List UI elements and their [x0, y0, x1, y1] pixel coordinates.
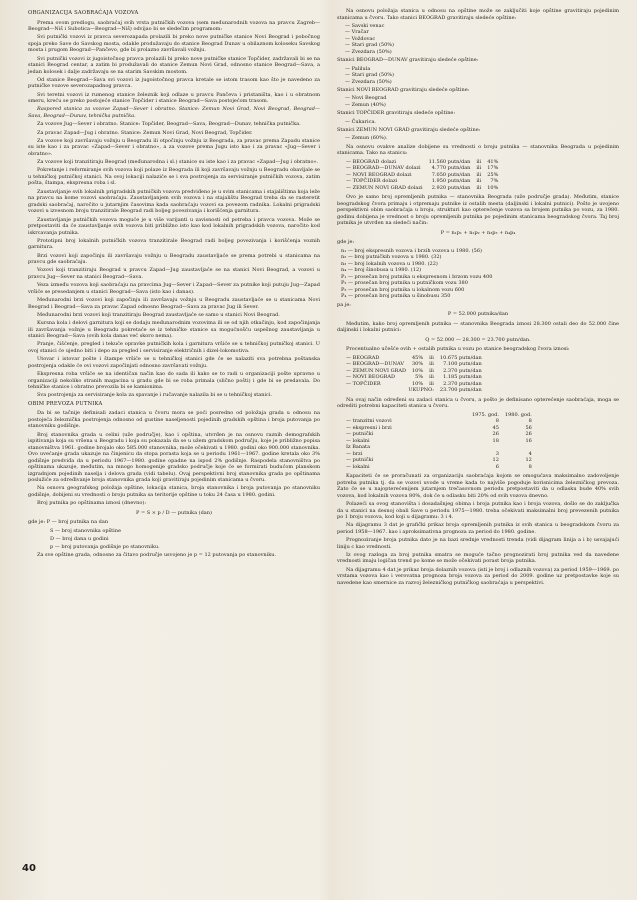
table-cell: — tranzitni vozovi	[346, 418, 392, 425]
table-cell: 41%	[487, 158, 499, 165]
paragraph: Za pravac Zapad—Jug i obratno. Stanice: Zemun Novi Grad, Novi Beograd, Topčider.	[37, 129, 253, 136]
table-cell: 7.050 putn/dan	[431, 171, 471, 178]
paragraph: Prema ovom predlogu, saobraćaj svih vrsta putničkih vozova (sem međunarodnih vozova na pravcu Zagreb—Beograd—Niš i Subotica—Beograd—Niš) odvijao bi se sledećim programom:	[28, 19, 320, 32]
table-cell: 18	[492, 437, 499, 444]
list-item: n₂ — broj putničkih vozova u 1980. (32)	[341, 254, 442, 261]
paragraph: Stanici TOPČIDER gravitiraju sledeće opštine:	[337, 110, 456, 117]
definition-line: gde je: P — broj putnika na dan	[28, 519, 109, 526]
table-cell: 11.560 putn/dan	[428, 158, 471, 165]
list-item: — Zemun (40%)	[345, 102, 619, 109]
table-cell: ili	[429, 380, 434, 387]
table-cell: 10.675 putn/dan	[439, 354, 482, 361]
table-cell: — lokalni	[346, 463, 370, 470]
paragraph: Vozovi koji tranzitiraju Beograd u pravcu Zapad—Jug zaustavljaće se na stanici Novi Beograd, a vozovi u pravcu Jug—Sever na stanici Beograd—Sava.	[28, 267, 320, 280]
table-row	[343, 464, 535, 471]
paragraph: Stanici ZEMUN NOVI GRAD gravitiraju sledeće opštine:	[337, 127, 481, 134]
table-cell: 26	[492, 431, 499, 438]
municipality-list	[337, 119, 619, 126]
paragraph: Pranje, čišćenje, pregled i tekuće opravke putničkih kola i garnitura vršiće se u tehničkoj putničkoj stanici. U ovoj stanici će ujedno biti i depo za pregled i servisiranje električnih i dizel-lokomotiva.	[28, 341, 320, 354]
list-item: P₃ — prosečan broj putnika u lokalnom vozu 600	[341, 286, 465, 293]
table-cell: 25%	[487, 171, 499, 178]
paragraph: Brzi vozovi koji započinju ili završavaju vožnju u Beogradu zaustavljaće se prema potrebi u stanicama na pravcu gde saobraćaju.	[28, 252, 320, 266]
table-cell: — brzi	[346, 450, 363, 457]
paragraph: Svi teretni vozovi iz rumenog stanice železnik koji odlaze u pravcu Pančeva i pristaništa, kao i u obratnom smeru, kreću se preko postojeće stanice Topčider i stanice Beograd—Sava postojećom trasom.	[28, 91, 320, 105]
definition-line: p — broj putovanja godišnje po stanovniku.	[50, 544, 160, 551]
paragraph: Stanici NOVI BEOGRAD gravitiraju sledeće opštine:	[337, 87, 470, 94]
table-cell: 2.920 putn/dan	[431, 184, 471, 191]
right-column	[337, 8, 619, 588]
paragraph: Utovar i istovar pošte i štampe vršiće se u tehničkoj stanici gde će se nalaziti sva potrebna poštanska postrojenja odakle će ovi vozovi započinjati odnosno završavati vožnju.	[28, 356, 320, 369]
table-cell: — BEOGRAD—DUNAV dolazi	[346, 165, 421, 172]
list-item: — Stari grad (50%)	[345, 42, 619, 49]
table-cell: — putnički	[346, 431, 374, 438]
paragraph: Na osnovu ovakve analize dobijene su vrednosti o broju putnika — stanovnika Beograda u pojedinim stanicama. Tako na stanicu:	[337, 143, 619, 157]
column-header: 1980. god.	[504, 411, 532, 418]
column-header: 1975. god.	[472, 411, 499, 418]
table-cell: — ZEMUN NOVI GRAD dolazi	[346, 184, 423, 191]
table-cell: ili	[429, 374, 434, 381]
table-cell: — BEOGRAD—DUNAV	[346, 361, 404, 368]
table-cell: 3	[495, 450, 499, 457]
list-item: — Vračar	[345, 29, 619, 36]
list-item: P₁ — prosečan broj putnika u ekspresnom i brzom vozu 400	[341, 273, 493, 280]
station-share-table	[343, 355, 485, 394]
paragraph: Na osnovu položaja stanica u odnosu na opštine može se zaključiti koje opštine gravitiraju pojedinim stanicama u čvoru. Tako stanici BEOGRAD gravitiraju sledeće opštine:	[337, 8, 619, 21]
paragraph: Na dijagramu 3 dat je grafički prikaz broja opremljenih putnika iz svih stanica u beogradskom čvoru za period 1958—1967. kao i aproksimativna prognoza za period do 1980. godine.	[337, 522, 619, 535]
paragraph: Pokretanje i reformiranje svih vozova koji polaze iz Beograda ili koji završavaju vožnju u Beogradu obavljale se u tehničkoj putničkoj stanici. Na ovoj lokaciji nalaziće se i sva postrojenja za servisiranje putničkih vozova, zatim pošta, štampa, ekspresna roba i sl.	[28, 167, 320, 187]
table-cell: 16	[525, 437, 532, 444]
table-cell: 10%	[487, 184, 499, 191]
paragraph: Prototipni broj lokalnih putničkih vozova tranzitirale Beograd radi boljeg povezivanja i korišćenja voznih garnitura.	[28, 237, 320, 251]
table-cell: ili	[429, 354, 434, 361]
paragraph: Ekspresna roba vršiće se na identičan način kao do sada ili kako se to radi u organizaciji pošte upravno u organizaciji nekoliko stranih magacina u gradu gde bi se roba primala (slično pošti) i gde bi se predavala. Do tehničke stanice i obratno prevozila bi se kamionima.	[28, 371, 320, 391]
municipality-list	[337, 95, 619, 108]
table-cell: 56	[525, 424, 532, 431]
list-item: n₃ — broj lokalnih vozova u 1980. (22)	[341, 260, 438, 267]
paragraph: Na dijagramu 4 dat je prikaz broja dolaznih vozova (isti je broj i odlaznih vozova) za period 1959—1969. po vrstama vozova kao i verovatna prognoza broja vozova za period do 2009. godine uz pretpostavke koje su navedene kao smernice za razvoj železničkog putničkog saobraćaja u perspektivi.	[337, 566, 619, 586]
table-cell: ili	[476, 184, 482, 191]
paragraph: Raspored stanica za vozove Zapad—Sever i obratno. Stanice: Zemun Novi Grad, Novi Beograd, Beograd—Sava, Beograd—Dunav, tehnička putnička.	[28, 106, 320, 119]
table-cell: ili	[476, 165, 482, 172]
list-item: n₄ — broj šinobusa u 1980. (12)	[341, 267, 422, 274]
table-cell: 8	[528, 418, 532, 425]
table-cell: 7%	[490, 178, 499, 185]
total-value: 23.700 putn/dan	[439, 387, 482, 394]
paragraph: Međunarodni brzi vozovi koji započinju ili završavaju vožnju u Beogradu zaustavljaće se u stanicama Novi Beograd i Beograd—Sava za pravac Zapad odnosno Beograd—Sava za pravac Jug ili Sever.	[28, 297, 320, 310]
formula-result: P = 52.000 putnika/dan	[447, 311, 509, 318]
table-cell: — TOPČIDER	[346, 380, 381, 387]
list-item: — Čukarica.	[345, 119, 619, 126]
table-cell: 7.100 putn/dan	[443, 361, 482, 368]
list-item: P₂ — prosečan broj putnika u putničkom vozu 380	[341, 280, 468, 287]
station-passenger-table	[343, 159, 501, 192]
paragraph: Broj putnika po opštinama iznosi (dnevno):	[37, 500, 147, 507]
paragraph: Iz ovog razloga za broj putnika smatra se moguće tačno prognozirati broj putnika ved da navedene vrednosti imaju logičan trend po kome se može očekivati porast broja putnika.	[337, 551, 619, 565]
list-item: — Savski venac	[345, 23, 619, 30]
table-cell: 6	[495, 463, 499, 470]
total-label: UKUPNO:	[408, 387, 434, 394]
table-cell: 4	[528, 450, 532, 457]
paragraph: Procentualno učešće ovih + ostalih putnika u vozu po stanice beogradskog čvora iznosi:	[346, 346, 570, 353]
formula: P = n₁p₁ + n₂p₂ + n₃p₃ + n₄p₄	[440, 229, 516, 236]
table-cell: — TOPČIDER dolazi	[346, 178, 398, 185]
paragraph: Stanici BEOGRAD—DUNAV gravitiraju sledeće opštine:	[337, 57, 479, 64]
paragraph: Od stanice Beograd—Sava svi vozovi iz jugoistočnog pravca kretale se istom trasom kao što je navedeno za putničke vozove severozapadnog pravca.	[28, 76, 320, 90]
paragraph: Da bi se tačnije definisali zadaci stanica u čvoru mora se poći posredno od položaja grada u odnosu na postojeća železnička postrojenja odnosno od gustine naseljenosti pojedinih gradskih opština i broja putovanja po stanovniku godišnje.	[28, 410, 320, 430]
table-cell: 12	[492, 457, 499, 464]
table-cell: — BEOGRAD dolazi	[346, 158, 397, 165]
paragraph: Svi putnički vozovi iz jugoistočnog pravca prolazili bi preko nove putničke stanice Topčider, zadržavali bi se na stanici Beograd centar, a zatim bi produžavali do stanice Zemun Novi Grad, odnosno stanice Beograd—Sava, a jedan kolosek i dalje zadržavaju se na starim Savskim mostom.	[28, 55, 320, 75]
paragraph: Ovo je samo broj opremljenih putnika — stanovnika Beograda (uže područje grada). Međutim, stanice beogradskog čvora primaju i otpremaju putnike iz ostalih mesta (daljinski i lokalni putnici). Pošto je uvojeno perspektivni obim saobraćaja u broju, strukturi kao opterećenje vozova sa brojem putnika po vozu, za 1980. godinu dobijena je vrednost o broju opremljenih putnika po pojedinim stanicama beogradskog čvora. Taj broj putnika je utvrđen na sledeći način:	[337, 194, 619, 227]
paragraph: Međutim, kako broj opremljenih putnika — stanovnika Beograda iznosi 28.300 ostali deo do 52.000 čine daljinski i lokalni putnici:	[337, 320, 619, 334]
train-count-table	[343, 412, 535, 471]
paragraph: Na osnovu geografskog položaja opštine, lokacija stanica, broja stanovnika i broja putovanja po stanovniku godišnje, dobijeni su vrednosti o broju putnika sa teritorije opštine u toku 24 časa u 1980. godini.	[28, 485, 320, 498]
table-total-row	[343, 387, 485, 394]
table-cell: 45	[492, 424, 499, 431]
table-cell: — lokalni	[346, 437, 370, 444]
paragraph: Sva postrojenja za servisiranje kola za spavanje i ručavanje nalazila bi se u tehničkoj stanici.	[37, 392, 273, 399]
table-cell: 12	[525, 457, 532, 464]
table-cell: — putnički	[346, 457, 374, 464]
table-row	[343, 185, 501, 192]
table-cell: 30%	[411, 361, 424, 368]
table-cell: 5%	[415, 374, 424, 381]
table-cell: 10%	[411, 367, 424, 374]
list-item: — Zvezdara (50%)	[345, 79, 619, 86]
paragraph: Za sve opštine grada, odnosno za čitavo područje usvojeno je p = 12 putovanja po stanovniku.	[37, 552, 277, 559]
table-cell: 10%	[411, 380, 424, 387]
table-cell: 4.770 putn/dan	[431, 165, 471, 172]
table-cell: ili	[429, 361, 434, 368]
paragraph: Veza između vozova koji saobraćaju na pravcima Jug—Sever i Zapad—Sever za putnike koji putuju Jug—Zapad vršiće se presedanjem u stanici Beograd—Sava (isto kao i danas).	[28, 282, 320, 295]
table-cell: 2.370 putn/dan	[443, 367, 482, 374]
paragraph: Na ovaj način određeni su zadaci stanica u čvoru, a pošto je definisano opterećenje saobraćaja, moga se odrediti potrebni kapaciteti stanica u čvoru.	[337, 396, 619, 410]
definition-line: D — broj dana u godini	[50, 535, 109, 542]
page-number: 40	[22, 863, 36, 874]
section-heading: ORGANIZACIJA SAOBRAĆAJA VOZOVA	[28, 10, 139, 16]
table-cell: 2.370 putn/dan	[443, 380, 482, 387]
list-item: n₁ — broj ekspresnih vozova i brzih vozova u 1980. (56)	[341, 247, 482, 254]
list-item: P₄ — prosečan broj putnika u šinobusu 350	[341, 293, 451, 300]
paragraph: Kapaciteti će se proračunati za organizaciju saobraćaja kojom se omogućava maksimalno zadovoljenje potreba putnika tj. da se vozovi uvode u vreme kada to najviše pogoduje korisnicima železničkog prevoza. Zato će se u najopterećenijem jutarnjem trečasovnom periodu pretpostaviti da u odlasku bude 40% svih vozova, kod lokalnih vozova 80%, dok će u odlasku biti 20% od svih vozova dnevno.	[337, 473, 619, 499]
municipality-list	[337, 66, 619, 86]
list-item: — Stari grad (50%)	[345, 72, 619, 79]
definition-intro: pa je:	[337, 301, 351, 308]
table-cell: — ZEMUN NOVI GRAD	[346, 367, 406, 374]
paragraph: Za vozove koji završavaju vožnju u Beogradu ili otpočinju vožnju iz Beograda, za pravac prema Zapadu stanice su iste kao i za pravac «Zapad—Sever i obratno», a za vozove prema Jugu isto kao i za pravac «Jug—Sever i obratno».	[28, 137, 320, 157]
paragraph: Zaustavljanje putničkih vozova moguće je u više varijanti u zavisnosti od potreba i pravca vozova. Može se pretpostaviti da će zaustavljanje svih vozova biti približno isto kao kod lokalnih prigradskih vozova, naročito kod iskrcavanja putnika.	[28, 216, 320, 236]
paragraph: Kursna kola i delovi garnitura koji se dodaju međunarodnim vozovima ili se od njih otkačinju, kod započinjanja ili završavanja vožnje u Beogradu pokretaće se iz tehničke stanice sa mogućnošću uspešnog zaustavljanja u stanici Beograd—Sava (ovih kola danas već skoro nema).	[28, 320, 320, 340]
paragraph: Svi putnički vozovi iz pravca severozapada prolazili bi preko nove putničke stanice Novi Beograd i pobočnog spoja preko Save do Savskog mosta, odakle produžavaju do stanice Beograd Dunav u obilaznom koloseku Savskog mosta i prugom Beograd—Pančevo, gde bi prolazno završavali vožnju.	[28, 34, 320, 54]
list-item: — Novi Beograd	[345, 95, 619, 102]
table-cell: ili	[476, 158, 482, 165]
formula: Q = 52.000 — 28.300 = 23.700 putn/dan.	[425, 336, 531, 343]
table-cell: ili	[476, 178, 482, 185]
paragraph: Za vozove Jug—Sever i obratno. Stanice: Topčider, Beograd—Sava, Beograd—Dunav, tehnička putnička.	[37, 121, 301, 128]
table-cell: 17%	[487, 165, 499, 172]
table-cell: 1.950 putn/dan	[431, 178, 471, 185]
table-row	[343, 361, 485, 368]
formula: P = S × p / D — putnika (dan)	[136, 509, 212, 516]
definition-intro: gde je:	[337, 239, 355, 246]
table-cell: — NOVI BEOGRAD	[346, 374, 395, 381]
definition-line: S — broj stanovnika opštine	[50, 527, 121, 534]
table-cell: 8	[528, 463, 532, 470]
left-column	[28, 8, 320, 561]
paragraph: Za vozove koji tranzitiraju Beograd (međunarodna i sl.) stanice su iste kao i za pravac «Zapad—Jug i obratno».	[37, 159, 319, 166]
table-cell: 26	[525, 431, 532, 438]
paragraph: Međunarodni brzi vozovi koji tranzitiraju Beograd zaustavljaće se samo u stanici Novi Beograd.	[37, 311, 280, 318]
table-cell: — NOVI BEOGRAD dolazi	[346, 171, 412, 178]
table-cell: 45%	[411, 354, 424, 361]
table-cell: 1.185 putn/dan	[443, 374, 482, 381]
table-cell: 8	[495, 418, 499, 425]
group-label: Iz Banata	[346, 444, 371, 451]
definition-list	[337, 248, 619, 300]
list-item: — Palilula	[345, 66, 619, 73]
paragraph: Zaustavljanje svih lokalnih prigradskih putničkih vozova predviđeno je u svim stanicama i stajalištima koja leže na pravcu na kome vozovi saobraćaju. Zaustavljanjem svih vozova i na stajalištu Beograd treba da se rasteretit gradski saobraćaj, naročito u jutarnjim časovima kada saobraćaju vozovi sa povezom radnika. Lokalni prigradski vozovi u izvesnom broju tranzitirale Beograd radi boljeg povezivanja i korišćenja garnitura.	[28, 188, 320, 215]
table-cell: — BEOGRAD	[346, 354, 380, 361]
paragraph: Prognoziranje broja putnika dato je na bazi srednje vrednosti trenda (vidi dijagram linija a i b) usvajajući liniju c kao vrednosti.	[337, 537, 619, 550]
table-cell: ili	[429, 367, 434, 374]
municipality-list	[337, 23, 619, 56]
list-item: — Zvezdara (50%)	[345, 49, 619, 56]
table-cell: — ekspresni i brzi	[346, 424, 392, 431]
municipality-list	[337, 135, 619, 142]
section-heading: OBIM PREVOZA PUTNIKA	[28, 400, 103, 407]
list-item: — Voždovac	[345, 36, 619, 43]
table-cell: ili	[476, 171, 482, 178]
paragraph: Polazeći sa ovog stanovišta i dosadašnjeg obima i broja putnika kao i broja vozova, došlo se do zaključka da u stanici na desnoj obali Save u periodu 1975—1980. treba očekivati maksimalni broj prevezenih putnika po 1 broju vozova, kod koji u dijagramu: 3 i 4.	[337, 501, 619, 521]
list-item: — Zemun (60%).	[345, 135, 619, 142]
paragraph: Broj stanovnika grada u celini (uže područje), kao i opština, utvrđen je na osnovu raznih demografskih ispitivanja koja su vršena u Beogradu i koja su pokazala da se u užem gradskom području, koje je približno popisa stanovništva 1961. godine brojalo oko 585.000 stanovnika, može očekivati u 1980. godini oko 900.000 stanovnika. Ovo uvećanje grada ukazuje na činjenicu da stopa porasta koja se u periodu 1961—1967. godine kretala oko 3% godišnje predviđa da u periodu 1967—1980. godine opadne na ispod 2% godišnje. Raspodela stanovništva po opštinama ukazuje, međutim, na mnogo homogenije gradsko područje koje će se formirati budućom planskom izgradnjom pojedinih naselja i delova grada (vidi tabelu). Ovaj perspektivni broj stanovnika grada po opštinama poslužiće za određivanje broja stanovnika grada koji gravitiraju pojedinim stanicama u čvoru.	[28, 431, 320, 484]
